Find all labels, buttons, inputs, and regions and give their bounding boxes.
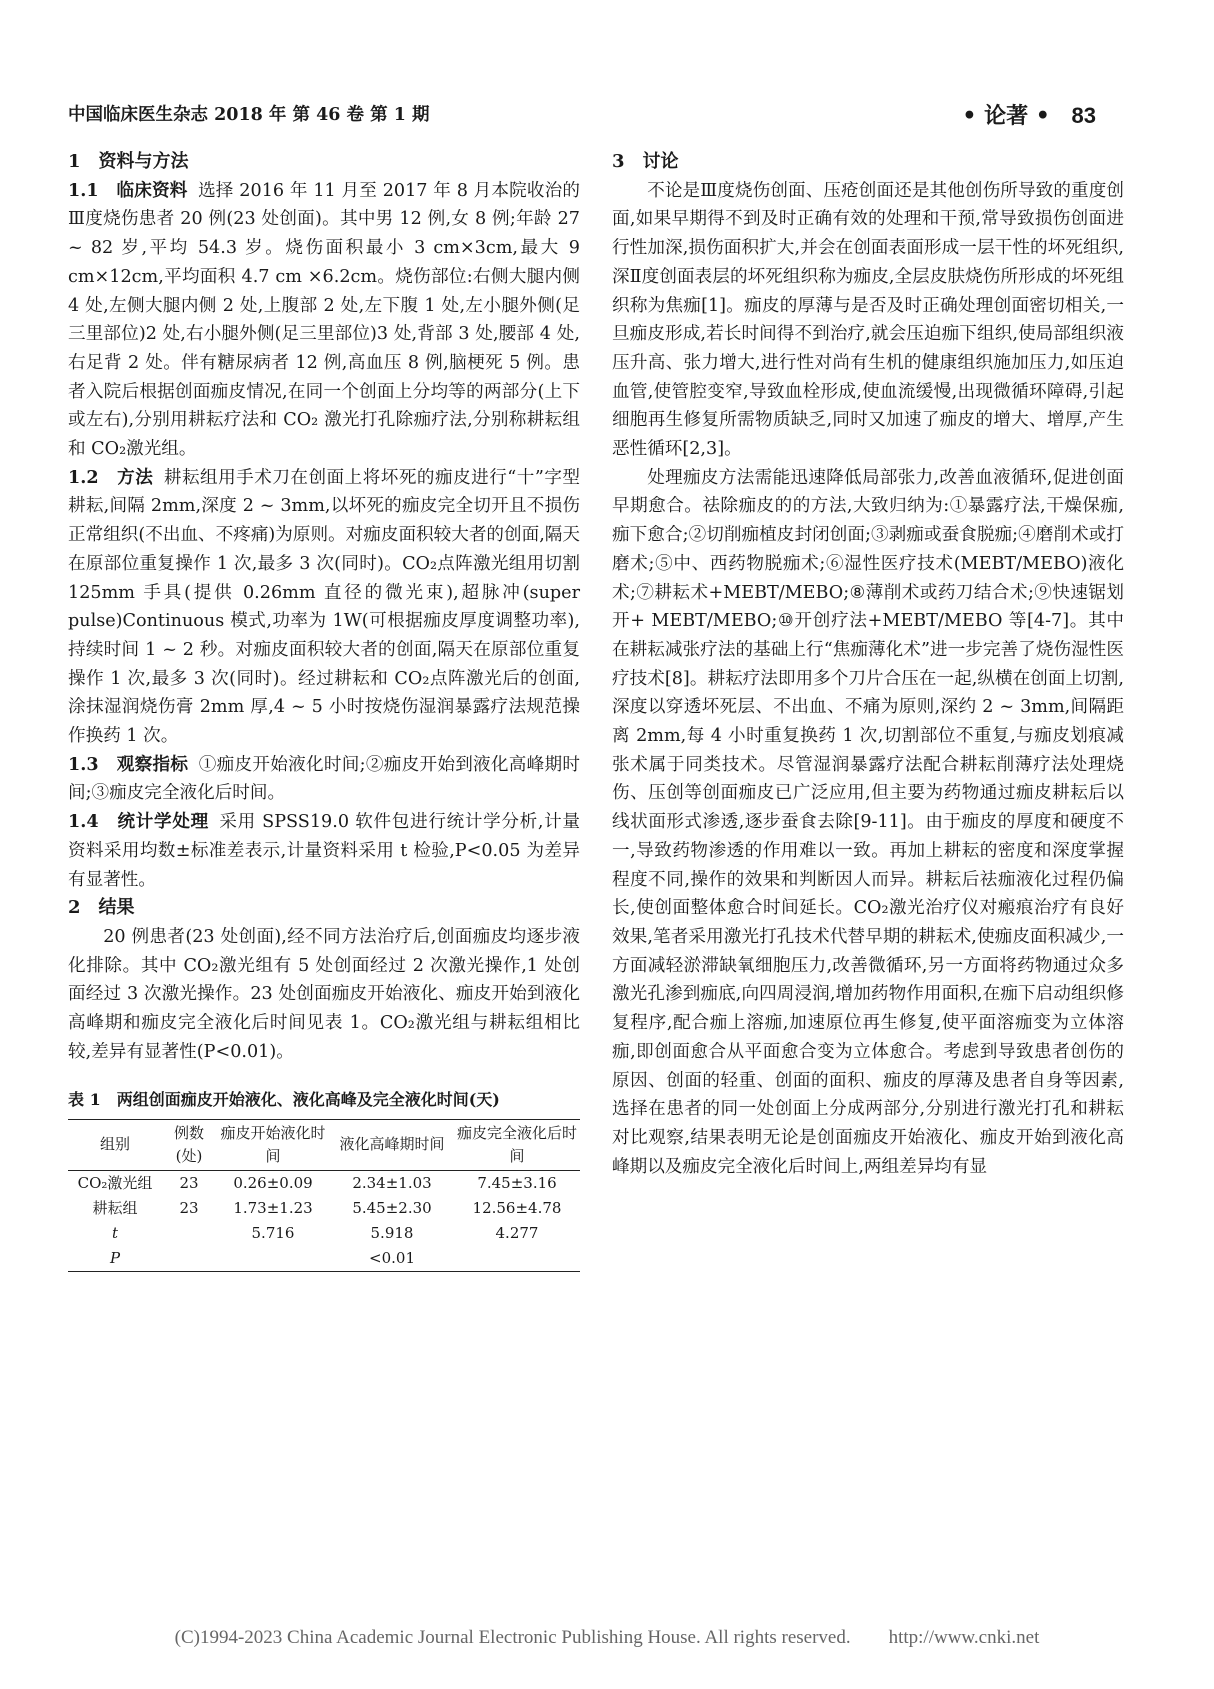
subheading-clinical-data: 1.1 临床资料 xyxy=(68,179,188,201)
section-and-page xyxy=(962,99,1096,130)
paragraph-clinical-data: 1.1 临床资料 选择 2016 年 11 月至 2017 年 8 月本院收治的Ⅲ度烧伤患者 20 例(23 处创面)。其中男 12 例,女 8 例;年龄 27 ~ 82 岁,平均 54.3 岁。烧伤面积最小 3 cm×3cm,最大 9 cm×12cm,平均面积 4.7 cm ×6.2cm。烧伤部位:右侧大腿内侧 4 处,左侧大腿内侧 2 处,上腹部 2 处,左下腹 1 处,左小腿外侧(足三里部位)2 处,右小腿外侧(足三里部位)3 处,背部 3 处,腰部 4 处,右足背 2 处。伴有糖尿病者 12 例,高血压 8 例,脑梗死 5 例。患者入院后根据创面痂皮情况,在同一个创面上分均等的两部分(上下或左右),分别用耕耘疗法和 CO₂ 激光打孔除痂疗法,分别称耕耘组和 CO₂激光组。 xyxy=(68,179,581,460)
subheading-observation: 1.3 观察指标 xyxy=(68,753,189,775)
paragraph-discussion-1: 不论是Ⅲ度烧伤创面、压疮创面还是其他创伤所导致的重度创面,如果早期得不到及时正确有效的处理和干预,常导致损伤创面进行性加深,损伤面积扩大,并会在创面表面形成一层干性的坏死组织,深Ⅱ度创面表层的坏死组织称为痂皮,全层皮肤烧伤所形成的坏死组织称为焦痂[1]。痂皮的厚薄与是否及时正确处理创面密切相关,一旦痂皮形成,若长时间得不到治疗,就会压迫痂下组织,使局部组织液压升高、张力增大,进行性对尚有生机的健康组织施加压力,如压迫血管,使管腔变窄,导致血栓形成,使血流缓慢,出现微循环障碍,引起细胞再生修复所需物质缺乏,同时又加速了痂皮的增大、增厚,产生恶性循环[2,3]。 xyxy=(612,180,1124,460)
table-cell xyxy=(454,1246,580,1272)
table-cell: 23 xyxy=(179,1198,199,1217)
table-cell: 4.277 xyxy=(495,1223,539,1242)
left-column xyxy=(68,148,580,1272)
table-row xyxy=(68,1246,580,1272)
table-cell: 耕耘组 xyxy=(92,1198,138,1217)
paragraph-results: 20 例患者(23 处创面),经不同方法治疗后,创面痂皮均逐步液化排除。其中 CO₂激光组有 5 处创面经过 2 次激光操作,1 处创面经过 3 次激光操作。23 处创面痂皮开始液化、痂皮开始到液化高峰期和痂皮完全液化后时间见表 1。CO₂激光组与耕耘组相比较,差异有显著性(P<0.01)。 xyxy=(68,926,580,1062)
subheading-statistics: 1.4 统计学处理 xyxy=(68,811,209,833)
section-label: • 论著 • xyxy=(962,103,1050,129)
table-cell xyxy=(162,1221,216,1246)
table-header-cell: 例数(处) xyxy=(173,1123,204,1165)
table-cell: P xyxy=(68,1246,162,1272)
table-header-cell: 组别 xyxy=(99,1135,130,1153)
paragraph-discussion-2: 处理痂皮方法需能迅速降低局部张力,改善血液循环,促进创面早期愈合。祛除痂皮的的方法,大致归纳为:①暴露疗法,干燥保痂,痂下愈合;②切削痂植皮封闭创面;③剥痂或蚕食脱痂;④磨削术或打磨术;⑤中、西药物脱痂术;⑥湿性医疗技术(MEBT/MEBO)液化术;⑦耕耘术+MEBT/MEBO;⑧薄削术或药刀结合术;⑨快速锯划开+ MEBT/MEBO;⑩开创疗法+MEBT/MEBO 等[4-7]。其中在耕耘减张疗法的基础上行“焦痂薄化术”进一步完善了烧伤湿性医疗技术[8]。耕耘疗法即用多个刀片合压在一起,纵横在创面上切割,深度以穿透坏死层、不出血、不痛为原则,深约 2 ~ 3mm,间隔距离 2mm,每 4 小时重复换药 1 次,切割部位不重复,与痂皮划痕减张术属于同类技术。尽管湿润暴露疗法配合耕耘削薄疗法处理烧伤、压创等创面痂皮已广泛应用,但主要为药物通过痂皮耕耘后以线状面形式渗透,逐步蚕食去除[9-11]。由于痂皮的厚度和硬度不一,导致药物渗透的作用难以一致。再加上耕耘的密度和深度掌握程度不同,操作的效果和判断因人而异。耕耘后祛痂液化过程仍偏长,使创面整体愈合时间延长。CO₂激光治疗仪对瘢痕治疗有良好效果,笔者采用激光打孔技术代替早期的耕耘术,使痂皮面积减少,一方面减轻淤滞缺氧细胞压力,改善微循环,另一方面将药物通过众多激光孔渗到痂底,向四周浸润,增加药物作用面积,在痂下启动组织修复程序,配合痂上溶痂,加速原位再生修复,使平面溶痂变为立体溶痂,即创面愈合从平面愈合变为立体愈合。考虑到导致患者创伤的原因、创面的轻重、创面的面积、痂皮的厚薄及患者自身等因素,选择在患者的同一处创面上分成两部分,分别进行激光打孔和耕耘对比观察,结果表明无论是创面痂皮开始液化、痂皮开始到液化高峰期以及痂皮完全液化后时间上,两组差异均有显 xyxy=(612,467,1124,1177)
journal-header: 中国临床医生杂志 2018 年 第 46 卷 第 1 期 xyxy=(68,105,430,125)
table-cell: 5.45±2.30 xyxy=(352,1198,432,1217)
table-cell: CO₂激光组 xyxy=(77,1173,153,1192)
section-heading-materials-methods: 1 资料与方法 xyxy=(68,151,189,172)
paragraph-statistics: 1.4 统计学处理 采用 SPSS19.0 软件包进行统计学分析,计量资料采用均数±标准差表示,计量资料采用 t 检验,P<0.05 为差异有显著性。 xyxy=(68,811,581,890)
table-row xyxy=(68,1196,580,1221)
table-cell xyxy=(162,1246,216,1272)
right-column xyxy=(612,148,1124,1181)
table-caption: 表 1 两组创面痂皮开始液化、液化高峰及完全液化时间(天) xyxy=(68,1089,500,1109)
table-cell: 12.56±4.78 xyxy=(472,1198,562,1217)
table-cell: 2.34±1.03 xyxy=(352,1173,432,1192)
table-header-cell: 痂皮完全液化后时间 xyxy=(456,1123,577,1165)
subheading-methods: 1.2 方法 xyxy=(68,466,154,488)
table-cell: <0.01 xyxy=(330,1246,454,1272)
table-cell: 0.26±0.09 xyxy=(233,1173,313,1192)
table-cell: 23 xyxy=(179,1173,199,1192)
table-row xyxy=(68,1170,580,1196)
page-number: 83 xyxy=(1071,103,1096,128)
paragraph-observation: 1.3 观察指标 ①痂皮开始液化时间;②痂皮开始到液化高峰期时间;③痂皮完全液化后时间。 xyxy=(68,753,581,804)
table-cell: 5.918 xyxy=(370,1223,414,1242)
table-cell: 5.716 xyxy=(251,1223,295,1242)
results-table xyxy=(68,1119,580,1272)
table-cell: t xyxy=(111,1223,119,1242)
table-header-cell: 液化高峰期时间 xyxy=(339,1135,445,1153)
table-cell: 1.73±1.23 xyxy=(233,1198,313,1217)
table-row xyxy=(68,1221,580,1246)
table-cell: 7.45±3.16 xyxy=(477,1173,557,1192)
paragraph-methods: 1.2 方法 耕耘组用手术刀在创面上将坏死的痂皮进行“十”字型耕耘,间隔 2mm,深度 2 ~ 3mm,以坏死的痂皮完全切开且不损伤正常组织(不出血、不疼痛)为原则。对痂皮面积较大者的创面,隔天在原部位重复操作 1 次,最多 3 次(同时)。CO₂点阵激光组用切割 125mm 手具(提供 0.26mm 直径的微光束),超脉冲(super pulse)Continuous 模式,功率为 1W(可根据痂皮厚度调整功率),持续时间 1 ~ 2 秒。对痂皮面积较大者的创面,隔天在原部位重复操作 1 次,最多 3 次(同时)。经过耕耘和 CO₂点阵激光后的创面,涂抹湿润烧伤膏 2mm 厚,4 ~ 5 小时按烧伤湿润暴露疗法规范操作换药 1 次。 xyxy=(68,466,581,747)
section-heading-discussion: 3 讨论 xyxy=(612,151,679,172)
copyright-footer: (C)1994-2023 China Academic Journal Electronic Publishing House. All rights reserved. http://www.cnki.net xyxy=(174,1627,1040,1648)
table-cell xyxy=(216,1246,330,1272)
table-header-cell: 痂皮开始液化时间 xyxy=(220,1123,326,1165)
section-heading-results: 2 结果 xyxy=(68,897,135,919)
